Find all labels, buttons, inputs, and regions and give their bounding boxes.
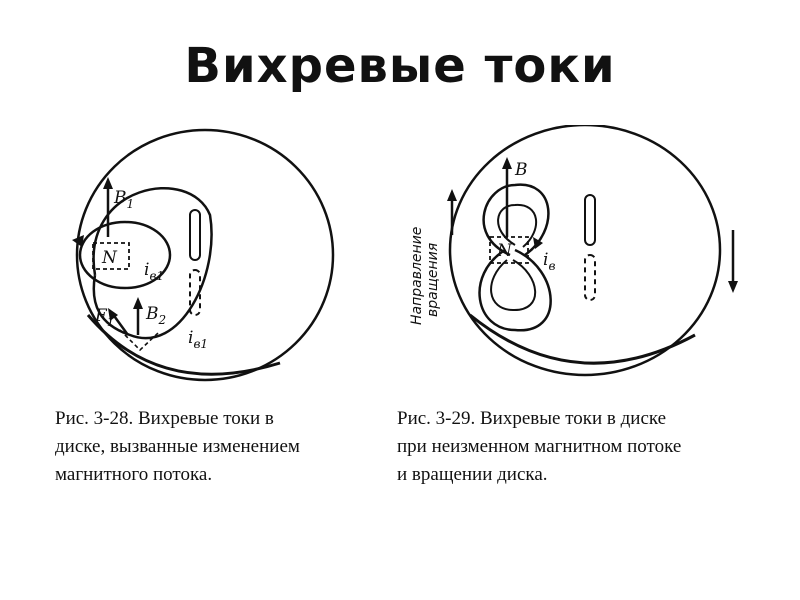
label-B1: B xyxy=(114,188,127,208)
figure-3-28-caption: Рис. 3-28. Вихревые токи в диске, вызванные изменением магнитного потока. xyxy=(55,408,300,485)
label-i1-sub: в1 xyxy=(149,269,165,283)
label-pole-N: N xyxy=(497,241,512,261)
slot-upper xyxy=(190,210,200,260)
label-F1: F xyxy=(95,306,107,326)
svg-text:F1 xyxy=(94,306,114,329)
figure-3-29-caption: Рис. 3-29. Вихревые токи в диске при неизменном магнитном потоке и вращении диска. xyxy=(397,408,682,485)
svg-text:B2 xyxy=(145,304,166,327)
label-B1-sub: 1 xyxy=(126,197,135,211)
label-B2-sub: 2 xyxy=(158,313,167,327)
svg-text:iв1 xyxy=(144,260,164,283)
disk-edge-shadow xyxy=(470,315,695,363)
arrowhead-rotation-left xyxy=(447,189,457,201)
slot-upper xyxy=(585,195,595,245)
arrowhead-B2 xyxy=(133,297,143,309)
eddy-current-loop-lower-inner xyxy=(491,260,535,310)
figure-3-29-diagram xyxy=(395,125,755,390)
label-i: i xyxy=(543,250,549,270)
figure-3-28-diagram xyxy=(40,125,350,400)
arrowhead-B xyxy=(502,157,512,169)
arrowhead-rotation-right xyxy=(728,281,738,293)
label-i2-sub: в1 xyxy=(193,337,209,351)
label-i1: i xyxy=(144,260,150,280)
label-F1-sub: 1 xyxy=(106,315,115,329)
page-title: Вихревые токи xyxy=(184,38,616,94)
label-rotation-line1: Направление xyxy=(409,226,425,325)
svg-text:iв xyxy=(543,250,555,273)
label-pole-N: N xyxy=(102,248,117,268)
label-rotation-line2: вращения xyxy=(425,242,441,317)
label-B2: B xyxy=(146,304,159,324)
label-B: B xyxy=(515,160,528,180)
svg-text:B1 xyxy=(113,188,134,211)
label-i2: i xyxy=(188,328,194,348)
slot-lower xyxy=(585,255,595,300)
svg-text:iв1 xyxy=(188,328,208,351)
label-i-sub: в xyxy=(548,259,556,273)
